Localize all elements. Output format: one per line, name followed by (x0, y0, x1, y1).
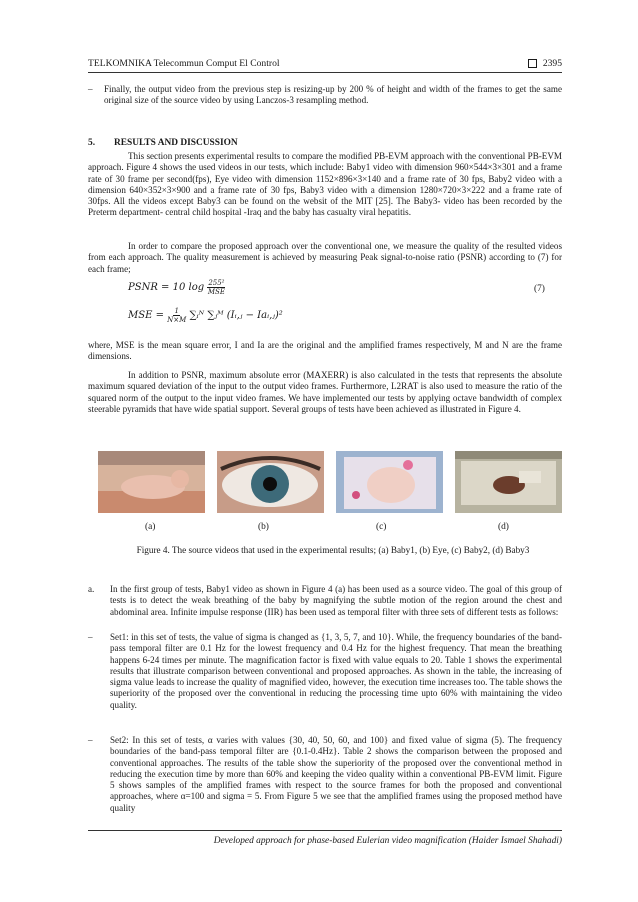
mse-lhs: MSE = (128, 310, 164, 321)
mse-equation (128, 307, 283, 324)
running-header (88, 58, 562, 69)
test-group-a (88, 584, 562, 618)
mse-numerator: 1 (174, 307, 179, 315)
figure-label-c: (c) (376, 522, 387, 532)
eye-image (217, 451, 324, 513)
journal-name: TELKOMNIKA Telecommun Comput El Control (88, 58, 280, 69)
set2-bullet (88, 735, 562, 814)
checkbox-icon (528, 59, 537, 68)
figure-caption: Figure 4. The source videos that used in the experimental results; (a) Baby1, (b) Eye, (c) Baby2, (d) Baby3 (136, 545, 530, 555)
figure-label-d: (d) (498, 522, 509, 532)
item-text: In the first group of tests, Baby1 video as shown in Figure 4 (a) has been used as a source video. The goal of this group of tests is to detect the weak breathing of the baby by magnifying the subtle motion of the region around the chest and abdominal area. Infinite impulse response (IIR) has been used as temporal filter with three sets of different tests as follows: (110, 584, 562, 617)
paragraph-2: In order to compare the proposed approach over the conventional one, we measure the quality of the resulted videos from each approach. The quality measurement is achieved by measuring Peak signal-to-noise ratio (PSNR) according to (7) for each frame; (88, 241, 562, 274)
footer-rule (88, 830, 562, 831)
figure-label-b: (b) (258, 522, 269, 532)
section-title: RESULTS AND DISCUSSION (114, 138, 238, 148)
bullet-text: Finally, the output video from the previous step is resizing-up by 200 % of height and width of the frames to get the same original size of the source video by using Lanczos-3 resampling method. (104, 84, 562, 106)
baby2-image (336, 451, 443, 513)
figure-4 (98, 451, 562, 513)
psnr-lhs: PSNR = 10 log (128, 282, 205, 293)
header-right (528, 58, 562, 69)
bullet-marker: – (88, 632, 93, 642)
psnr-equation (128, 279, 225, 296)
mse-rhs: ∑ᵢᴺ ∑ⱼᴹ (Iᵢ,ⱼ − Iaᵢ,ⱼ)² (189, 310, 283, 321)
paragraph-4: In addition to PSNR, maximum absolute error (MAXERR) is also calculated in the tests that represents the absolute maximum squared deviation of the input to the output video frames. Furthermore, L2RAT is also used to measure the ratio of the squared norm of the output to the input video frames. We have implemented our tests by applying octave bandwidth of complex steerable pyramids that have wide spatial support. Several groups of tests have been achieved as illustrated in Figure 4. (88, 370, 562, 414)
bullet-text: Set2: In this set of tests, α varies with values {30, 40, 50, 60, and 100} and fixed value of sigma (5). The frequency boundaries of the band-pass temporal filter are {0.1-0.4Hz}. Table 2 shows the comparison between the proposed and conventional approaches. The results of the table show the superiority of the proposed over the conventional method in reducing the execution time by more than 60% and keeping the video quality within a conventional PB-EVM limit. Figure 5 shows samples of the amplified frames with respect to the source frames for both the proposed and conventional approaches, where α=100 and sigma = 5. From Figure 5 we see that the amplified frames using the proposed method have quality (110, 735, 562, 813)
baby1-image (98, 451, 205, 513)
mse-denominator: N×M (167, 316, 187, 324)
figure-label-a: (a) (145, 522, 156, 532)
psnr-denominator: MSE (207, 288, 225, 296)
paragraph-3: where, MSE is the mean square error, I and Ia are the original and the amplified frames respectively, M and N are the frame dimensions. (88, 340, 562, 362)
item-marker: a. (88, 584, 95, 594)
bullet-marker: – (88, 84, 93, 94)
page-number: 2395 (542, 58, 562, 69)
psnr-numerator: 255² (208, 279, 225, 287)
section-number: 5. (88, 138, 96, 148)
bullet-text: Set1: in this set of tests, the value of sigma is changed as {1, 3, 5, 7, and 10}. While, the frequency boundaries of the band-pass temporal filter are 0.1 Hz for the lowest frequency and 0.4 Hz for the highest frequency. That mean the breathing happens 6-24 times per minute. The magnification factor is fixed with value equals to 20. Table 1 shows the experimental results that illustrate comparison between conventional and proposed approaches. As shown in the table, the increasing of sigma value leads to increase the quality of magnified video, however, the execution time increases too. The table shows the superiority of the proposed over the conventional in reducing the processing time upto 60% with maintaining the video quality. (110, 632, 562, 710)
equation-number: (7) (534, 284, 545, 294)
paragraph-1: This section presents experimental results to compare the modified PB-EVM approach with the conventional PB-EVM approach. Figure 4 shows the used videos in our tests, which include: Baby1 video with dimension 960×544×3×301 and a frame rate of 30 frame per second(fps), Eye video with dimension 1152×896×3×140 and a frame rate of 30 fps, Baby2 video with a dimension 640×352×3×900 and a frame rate of 30 fps, Baby3 video with a dimension 1280×720×3×222 and a frame rate of 30fps. All the videos except Baby3 can be found on the websit of the MIT [25]. The Baby3- video has been recorded by the Preterm department- central child hospital -Iraq and the baby has casualty viral hepatitis. (88, 151, 562, 218)
section-heading (88, 138, 238, 148)
intro-bullet (88, 84, 562, 107)
header-rule (88, 72, 562, 73)
running-footer: Developed approach for phase-based Eulerian video magnification (Haider Ismael Shahadi) (213, 836, 562, 846)
bullet-marker: – (88, 735, 93, 745)
set1-bullet (88, 632, 562, 711)
mse-fraction (167, 307, 186, 324)
baby3-image (455, 451, 562, 513)
psnr-fraction (207, 279, 225, 296)
